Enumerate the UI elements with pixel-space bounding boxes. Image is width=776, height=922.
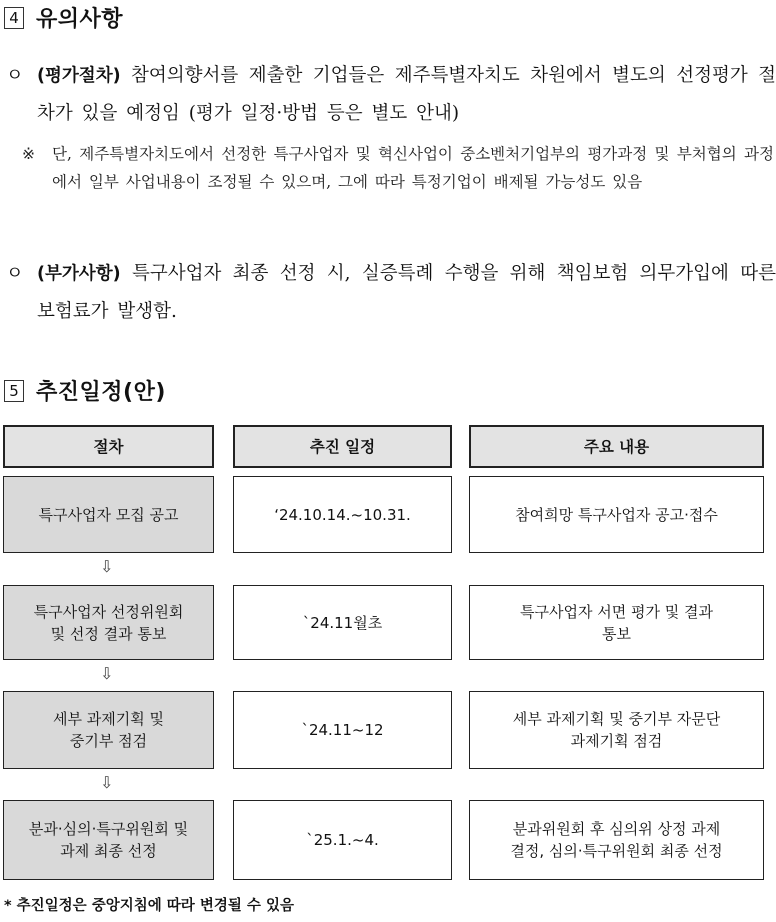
note-text: 단, 제주특별자치도에서 선정한 특구사업자 및 혁신사업이 중소벤처기업부의 평가과정 및 부처협의 과정에서 일부 사업내용이 조정될 수 있으며, 그에 따라 특정기업이 배제될 가능성도 있음 bbox=[52, 145, 774, 191]
section-title: 유의사항 bbox=[36, 7, 124, 32]
bullet-text: 특구사업자 최종 선정 시, 실증특례 수행을 위해 책임보험 의무가입에 따른 보험료가 발생함. bbox=[37, 263, 776, 322]
section-number: 4 bbox=[4, 7, 24, 29]
section-4-heading bbox=[4, 2, 123, 33]
content-box: 특구사업자 서면 평가 및 결과 통보 bbox=[469, 585, 764, 660]
section-number: 5 bbox=[4, 380, 24, 402]
schedule-box: ‘24.10.14.~10.31. bbox=[233, 476, 452, 553]
bullet-text: 참여의향서를 제출한 기업들은 제주특별자치도 차원에서 별도의 선정평가 절차가 있을 예정임 (평가 일정·방법 등은 별도 안내) bbox=[37, 65, 776, 124]
bullet-body bbox=[37, 57, 776, 133]
down-arrow-icon: ⇩ bbox=[100, 773, 114, 792]
content-box: 분과위원회 후 심의위 상정 과제 결정, 심의·특구위원회 최종 선정 bbox=[469, 800, 764, 880]
bullet-evaluation-procedure bbox=[6, 57, 776, 133]
section-title: 추진일정(안) bbox=[36, 380, 166, 405]
schedule-box: `24.11월초 bbox=[233, 585, 452, 660]
bullet-mark: ㅇ bbox=[6, 263, 24, 284]
footnote: * 추진일정은 중앙지침에 따라 변경될 수 있음 bbox=[4, 898, 294, 914]
step-box: 분과·심의·특구위원회 및 과제 최종 선정 bbox=[3, 800, 214, 880]
bullet-label: (부가사항) bbox=[37, 264, 121, 284]
bullet-mark: ㅇ bbox=[6, 65, 24, 86]
step-box: 특구사업자 모집 공고 bbox=[3, 476, 214, 553]
down-arrow-icon: ⇩ bbox=[100, 557, 114, 576]
header-step: 절차 bbox=[3, 425, 214, 468]
down-arrow-icon: ⇩ bbox=[100, 664, 114, 683]
step-box: 세부 과제기획 및 중기부 점검 bbox=[3, 691, 214, 769]
schedule-box: `24.11~12 bbox=[233, 691, 452, 769]
note-mark: ※ bbox=[22, 145, 35, 163]
bullet-label: (평가절차) bbox=[37, 66, 121, 86]
header-content: 주요 내용 bbox=[469, 425, 764, 468]
content-box: 세부 과제기획 및 중기부 자문단 과제기획 점검 bbox=[469, 691, 764, 769]
bullet-body bbox=[37, 255, 776, 331]
header-schedule: 추진 일정 bbox=[233, 425, 452, 468]
step-box: 특구사업자 선정위원회 및 선정 결과 통보 bbox=[3, 585, 214, 660]
section-5-heading bbox=[4, 375, 166, 406]
bullet-additional bbox=[6, 255, 776, 331]
content-box: 참여희망 특구사업자 공고·접수 bbox=[469, 476, 764, 553]
note-paragraph bbox=[22, 140, 774, 196]
schedule-box: `25.1.~4. bbox=[233, 800, 452, 880]
